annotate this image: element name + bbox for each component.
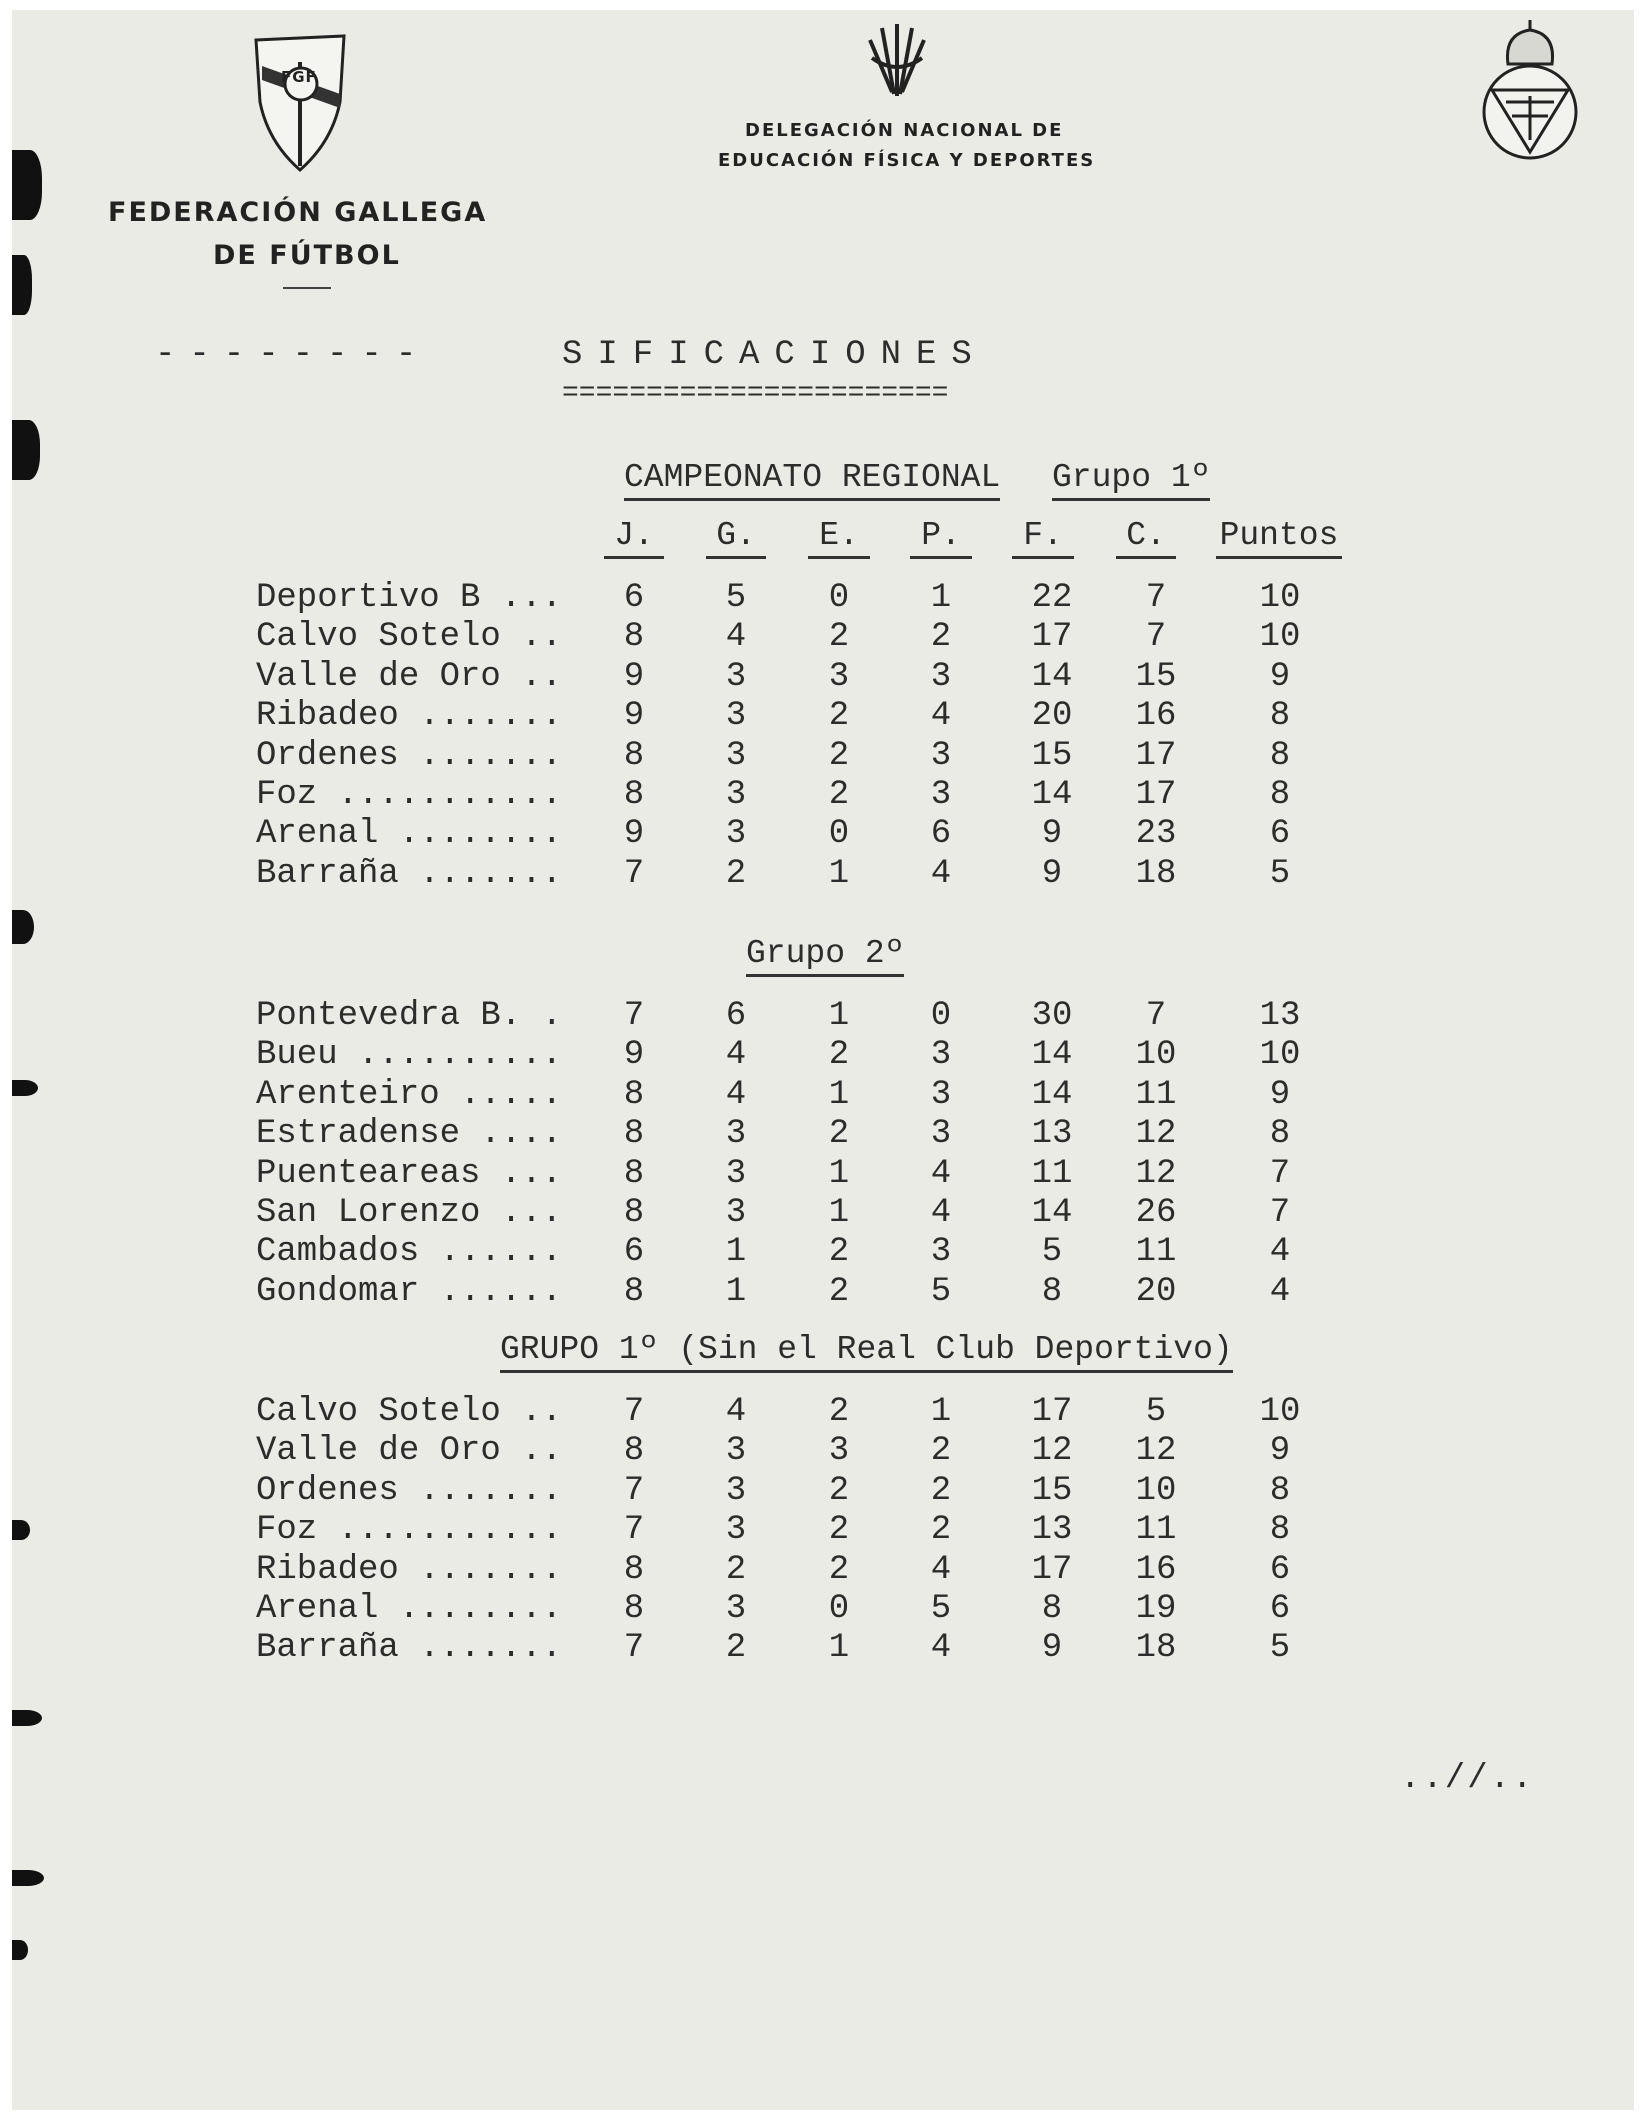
cell-played: 9 — [623, 815, 645, 853]
cell-goals-against: 17 — [1135, 737, 1177, 775]
cell-played: 8 — [623, 1076, 645, 1114]
cell-won: 1 — [725, 1233, 747, 1271]
cell-goals-for: 13 — [1031, 1115, 1073, 1153]
cell-drawn: 2 — [828, 776, 850, 814]
column-header-e: E. — [808, 516, 870, 559]
cell-played: 7 — [623, 1511, 645, 1549]
cell-drawn: 2 — [828, 1273, 850, 1311]
cell-goals-for: 9 — [1041, 815, 1063, 853]
cell-played: 8 — [623, 737, 645, 775]
cell-goals-against: 16 — [1135, 1551, 1177, 1589]
cell-won: 3 — [725, 737, 747, 775]
team-name: Valle de Oro .. — [256, 658, 563, 696]
cell-goals-against: 10 — [1135, 1036, 1177, 1074]
cell-points: 5 — [1269, 855, 1291, 893]
cell-points: 10 — [1259, 1393, 1301, 1431]
cell-drawn: 0 — [828, 1590, 850, 1628]
cell-drawn: 3 — [828, 1432, 850, 1470]
cell-won: 6 — [725, 997, 747, 1035]
column-header-puntos: Puntos — [1216, 516, 1342, 559]
cell-played: 7 — [623, 1393, 645, 1431]
cell-goals-for: 14 — [1031, 776, 1073, 814]
team-name: Foz ........... — [256, 776, 563, 814]
cell-played: 8 — [623, 1155, 645, 1193]
binding-hole — [12, 910, 34, 944]
cell-goals-for: 9 — [1041, 855, 1063, 893]
cell-goals-for: 14 — [1031, 1036, 1073, 1074]
cell-won: 3 — [725, 815, 747, 853]
team-name: Foz ........... — [256, 1511, 563, 1549]
cell-drawn: 2 — [828, 1511, 850, 1549]
cell-won: 4 — [725, 1076, 747, 1114]
cell-goals-for: 13 — [1031, 1511, 1073, 1549]
binding-hole — [12, 1520, 30, 1540]
cell-lost: 2 — [930, 1472, 952, 1510]
team-name: Arenal ........ — [256, 1590, 563, 1628]
cell-goals-for: 22 — [1031, 579, 1073, 617]
cell-points: 10 — [1259, 618, 1301, 656]
cell-points: 4 — [1269, 1273, 1291, 1311]
cell-played: 8 — [623, 1115, 645, 1153]
cell-drawn: 2 — [828, 1472, 850, 1510]
cell-won: 5 — [725, 579, 747, 617]
cell-drawn: 2 — [828, 737, 850, 775]
team-name: Pontevedra B. . — [256, 997, 563, 1035]
cell-goals-against: 15 — [1135, 658, 1177, 696]
team-name: San Lorenzo ... — [256, 1194, 563, 1232]
cell-points: 9 — [1269, 658, 1291, 696]
cell-lost: 4 — [930, 1194, 952, 1232]
cell-won: 3 — [725, 1194, 747, 1232]
cell-lost: 2 — [930, 618, 952, 656]
binding-hole — [12, 150, 42, 220]
title-dashes: -------- — [155, 336, 431, 374]
cell-goals-against: 12 — [1135, 1115, 1177, 1153]
cell-lost: 4 — [930, 1155, 952, 1193]
cell-lost: 3 — [930, 1076, 952, 1114]
cell-goals-against: 10 — [1135, 1472, 1177, 1510]
cell-played: 7 — [623, 1629, 645, 1667]
cell-lost: 2 — [930, 1511, 952, 1549]
cell-won: 4 — [725, 618, 747, 656]
cell-goals-for: 14 — [1031, 1194, 1073, 1232]
cell-won: 3 — [725, 1432, 747, 1470]
cell-won: 4 — [725, 1036, 747, 1074]
cell-won: 3 — [725, 658, 747, 696]
cell-goals-for: 30 — [1031, 997, 1073, 1035]
cell-points: 6 — [1269, 1590, 1291, 1628]
cell-goals-for: 5 — [1041, 1233, 1063, 1271]
cell-won: 4 — [725, 1393, 747, 1431]
cell-won: 1 — [725, 1273, 747, 1311]
team-name: Arenteiro ..... — [256, 1076, 563, 1114]
cell-lost: 5 — [930, 1273, 952, 1311]
fgf-shield-emblem-icon — [252, 32, 348, 174]
cell-points: 9 — [1269, 1076, 1291, 1114]
section-1-caption-main: CAMPEONATO REGIONAL — [624, 458, 1000, 501]
cell-goals-against: 16 — [1135, 697, 1177, 735]
team-name: Barraña ....... — [256, 1629, 563, 1667]
federation-name-line1: FEDERACIÓN GALLEGA — [108, 197, 488, 228]
team-name: Puenteareas ... — [256, 1155, 563, 1193]
cell-drawn: 2 — [828, 1115, 850, 1153]
cell-drawn: 2 — [828, 1036, 850, 1074]
cell-lost: 3 — [930, 1115, 952, 1153]
cell-drawn: 0 — [828, 815, 850, 853]
cell-goals-against: 7 — [1145, 997, 1167, 1035]
cell-goals-for: 14 — [1031, 1076, 1073, 1114]
cell-goals-for: 17 — [1031, 618, 1073, 656]
team-name: Barraña ....... — [256, 855, 563, 893]
team-name: Ribadeo ....... — [256, 697, 563, 735]
cell-lost: 3 — [930, 1233, 952, 1271]
cell-points: 8 — [1269, 1115, 1291, 1153]
column-header-p: P. — [910, 516, 972, 559]
binding-hole — [12, 255, 32, 315]
cell-drawn: 3 — [828, 658, 850, 696]
column-header-f: F. — [1012, 516, 1074, 559]
cell-points: 8 — [1269, 776, 1291, 814]
column-header-g: G. — [706, 516, 766, 559]
section-1-caption-group: Grupo 1º — [1052, 458, 1210, 501]
cell-points: 9 — [1269, 1432, 1291, 1470]
cell-drawn: 2 — [828, 697, 850, 735]
cell-goals-against: 26 — [1135, 1194, 1177, 1232]
cell-drawn: 2 — [828, 1233, 850, 1271]
binding-hole — [12, 420, 40, 480]
cell-played: 9 — [623, 1036, 645, 1074]
cell-drawn: 0 — [828, 579, 850, 617]
royal-crown-crest-emblem-icon — [1478, 20, 1582, 166]
cell-played: 7 — [623, 855, 645, 893]
team-name: Deportivo B ... — [256, 579, 563, 617]
section-2-caption: Grupo 2º — [746, 934, 904, 977]
cell-won: 3 — [725, 1472, 747, 1510]
cell-goals-for: 15 — [1031, 737, 1073, 775]
section-3-caption: GRUPO 1º (Sin el Real Club Deportivo) — [500, 1330, 1233, 1373]
binding-hole — [12, 1710, 42, 1726]
cell-goals-against: 11 — [1135, 1233, 1177, 1271]
cell-lost: 4 — [930, 855, 952, 893]
cell-goals-for: 17 — [1031, 1393, 1073, 1431]
cell-goals-against: 18 — [1135, 855, 1177, 893]
cell-played: 8 — [623, 1590, 645, 1628]
cell-drawn: 1 — [828, 1155, 850, 1193]
cell-won: 3 — [725, 1115, 747, 1153]
cell-drawn: 1 — [828, 1076, 850, 1114]
team-name: Estradense .... — [256, 1115, 563, 1153]
team-name: Calvo Sotelo .. — [256, 1393, 563, 1431]
cell-goals-against: 17 — [1135, 776, 1177, 814]
cell-goals-for: 15 — [1031, 1472, 1073, 1510]
cell-points: 4 — [1269, 1233, 1291, 1271]
cell-played: 8 — [623, 1194, 645, 1232]
cell-points: 8 — [1269, 1472, 1291, 1510]
cell-drawn: 1 — [828, 855, 850, 893]
cell-played: 8 — [623, 1273, 645, 1311]
title-double-underline: ======================= — [562, 378, 949, 409]
cell-played: 9 — [623, 697, 645, 735]
team-name: Ribadeo ....... — [256, 1551, 563, 1589]
cell-points: 13 — [1259, 997, 1301, 1035]
cell-played: 8 — [623, 776, 645, 814]
delegation-line1: DELEGACIÓN NACIONAL DE — [745, 120, 1064, 141]
cell-goals-against: 11 — [1135, 1511, 1177, 1549]
cell-goals-for: 11 — [1031, 1155, 1073, 1193]
cell-played: 9 — [623, 658, 645, 696]
cell-lost: 4 — [930, 1629, 952, 1667]
cell-goals-for: 9 — [1041, 1629, 1063, 1667]
cell-goals-against: 5 — [1145, 1393, 1167, 1431]
cell-lost: 3 — [930, 737, 952, 775]
cell-goals-against: 19 — [1135, 1590, 1177, 1628]
cell-drawn: 2 — [828, 1551, 850, 1589]
cell-played: 7 — [623, 1472, 645, 1510]
cell-goals-against: 12 — [1135, 1155, 1177, 1193]
cell-lost: 2 — [930, 1432, 952, 1470]
cell-goals-for: 12 — [1031, 1432, 1073, 1470]
binding-hole — [12, 1870, 44, 1886]
cell-played: 7 — [623, 997, 645, 1035]
cell-drawn: 1 — [828, 1194, 850, 1232]
continuation-marker: ..//.. — [1400, 1760, 1535, 1798]
cell-goals-for: 14 — [1031, 658, 1073, 696]
cell-lost: 3 — [930, 776, 952, 814]
team-name: Valle de Oro .. — [256, 1432, 563, 1470]
cell-played: 8 — [623, 1432, 645, 1470]
cell-drawn: 2 — [828, 618, 850, 656]
cell-points: 5 — [1269, 1629, 1291, 1667]
cell-lost: 6 — [930, 815, 952, 853]
cell-lost: 3 — [930, 1036, 952, 1074]
cell-lost: 1 — [930, 579, 952, 617]
team-name: Calvo Sotelo .. — [256, 618, 563, 656]
binding-hole — [12, 1080, 38, 1096]
cell-played: 6 — [623, 1233, 645, 1271]
cell-goals-for: 8 — [1041, 1590, 1063, 1628]
fgf-emblem-text: FGF — [281, 68, 317, 86]
team-name: Arenal ........ — [256, 815, 563, 853]
cell-points: 6 — [1269, 1551, 1291, 1589]
cell-goals-against: 12 — [1135, 1432, 1177, 1470]
team-name: Ordenes ....... — [256, 737, 563, 775]
cell-lost: 1 — [930, 1393, 952, 1431]
delegation-line2: EDUCACIÓN FÍSICA Y DEPORTES — [718, 150, 1096, 171]
cell-lost: 5 — [930, 1590, 952, 1628]
federation-underline — [283, 287, 331, 289]
cell-goals-for: 8 — [1041, 1273, 1063, 1311]
team-name: Gondomar ...... — [256, 1273, 563, 1311]
cell-goals-against: 18 — [1135, 1629, 1177, 1667]
team-name: Cambados ...... — [256, 1233, 563, 1271]
cell-points: 7 — [1269, 1155, 1291, 1193]
cell-goals-for: 20 — [1031, 697, 1073, 735]
cell-points: 7 — [1269, 1194, 1291, 1232]
cell-won: 3 — [725, 1590, 747, 1628]
cell-drawn: 2 — [828, 1393, 850, 1431]
cell-drawn: 1 — [828, 1629, 850, 1667]
cell-points: 8 — [1269, 1511, 1291, 1549]
cell-goals-against: 7 — [1145, 579, 1167, 617]
binding-hole — [12, 1940, 28, 1960]
column-header-j: J. — [604, 516, 664, 559]
cell-won: 3 — [725, 697, 747, 735]
cell-points: 6 — [1269, 815, 1291, 853]
page-title: SIFICACIONES — [562, 336, 987, 374]
cell-points: 8 — [1269, 737, 1291, 775]
cell-won: 3 — [725, 776, 747, 814]
cell-lost: 4 — [930, 697, 952, 735]
cell-goals-against: 11 — [1135, 1076, 1177, 1114]
cell-won: 2 — [725, 855, 747, 893]
cell-points: 10 — [1259, 579, 1301, 617]
team-name: Bueu .......... — [256, 1036, 563, 1074]
column-header-c: C. — [1116, 516, 1176, 559]
cell-played: 8 — [623, 1551, 645, 1589]
cell-played: 6 — [623, 579, 645, 617]
cell-goals-against: 23 — [1135, 815, 1177, 853]
cell-points: 10 — [1259, 1036, 1301, 1074]
cell-won: 3 — [725, 1155, 747, 1193]
team-name: Ordenes ....... — [256, 1472, 563, 1510]
cell-goals-for: 17 — [1031, 1551, 1073, 1589]
cell-played: 8 — [623, 618, 645, 656]
cell-drawn: 1 — [828, 997, 850, 1035]
cell-won: 2 — [725, 1551, 747, 1589]
federation-name-line2: DE FÚTBOL — [213, 240, 401, 271]
cell-lost: 0 — [930, 997, 952, 1035]
cell-points: 8 — [1269, 697, 1291, 735]
cell-goals-against: 20 — [1135, 1273, 1177, 1311]
cell-goals-against: 7 — [1145, 618, 1167, 656]
cell-won: 3 — [725, 1511, 747, 1549]
cell-lost: 3 — [930, 658, 952, 696]
cell-lost: 4 — [930, 1551, 952, 1589]
cell-won: 2 — [725, 1629, 747, 1667]
yoke-arrows-emblem-icon — [862, 20, 932, 100]
